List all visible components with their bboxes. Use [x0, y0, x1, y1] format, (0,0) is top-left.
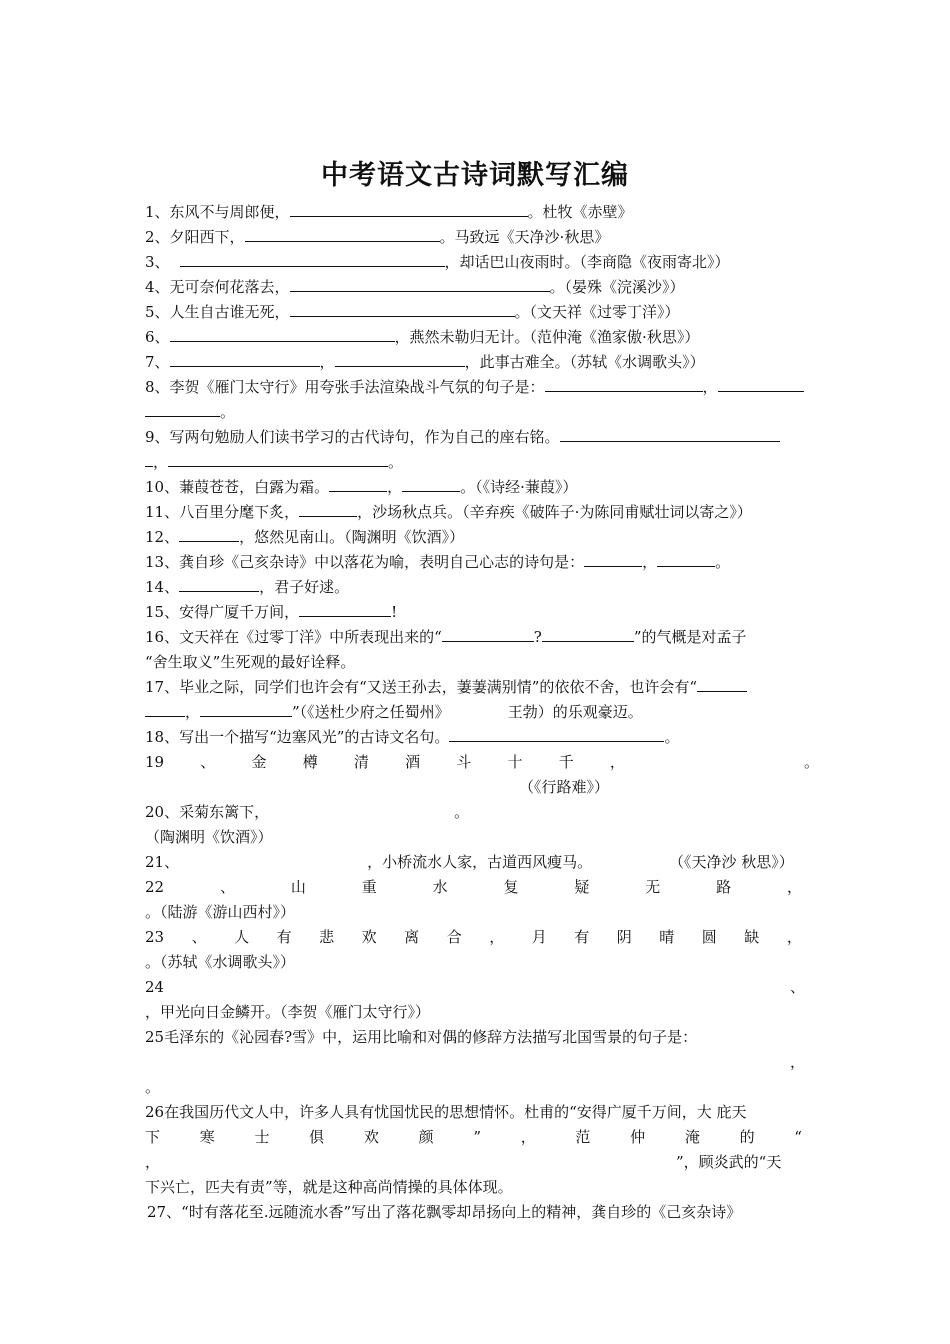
question-11: 11、八百里分麾下炙， ，沙场秋点兵。（辛弃疾《破阵子·为陈同甫赋壮词以寄之》） [145, 503, 752, 521]
page-title: 中考语文古诗词默写汇编 [321, 160, 629, 191]
blank[interactable] [442, 626, 534, 642]
blank[interactable] [299, 501, 357, 517]
question-26-line4: 下兴亡，匹夫有责”等，就是这种高尚情操的具体体现。 [145, 1178, 513, 1196]
question-24-comma: 、 [790, 978, 806, 996]
blank[interactable] [170, 326, 395, 342]
question-1: 1、东风不与周郎便， 。杜牧《赤壁》 [145, 203, 633, 221]
question-9-cont: ， 。 [145, 450, 810, 474]
question-18: 18、写出一个描写“边塞风光”的古诗文名句。 。 [145, 728, 680, 746]
blank[interactable] [718, 376, 804, 392]
question-23: 23 、 人 有 悲 欢 离 合 ， 月 有 阴 晴 圆 缺 ， [145, 928, 802, 946]
question-25-comma: ， [790, 1053, 806, 1071]
blank[interactable] [560, 426, 780, 442]
question-19: 19 、 金 樽 清 酒 斗 十 千 ， [145, 753, 625, 771]
question-12: 12、 ，悠然见南山。（陶渊明《饮酒》） [145, 528, 465, 546]
blank[interactable] [290, 301, 515, 317]
blank[interactable] [542, 626, 634, 642]
question-26: 26在我国历代文人中，许多人具有忧国忧民的思想情怀。杜甫的“安得广厦千万间，大 庇天 [145, 1103, 747, 1121]
blank[interactable] [145, 451, 153, 467]
question-7: 7、 ， ，此事古难全。（苏轼《水调歌头》） [145, 353, 705, 371]
blank[interactable] [329, 476, 387, 492]
blank[interactable] [179, 576, 259, 592]
question-2: 2、夕阳西下， 。马致远《天净沙·秋思》 [145, 228, 610, 246]
question-21: 21、 ，小桥流水人家，古道西风瘦马。 [145, 853, 593, 871]
blank[interactable] [170, 351, 320, 367]
question-23-source: 。（苏轼《水调歌头》） [145, 953, 296, 971]
question-27: 27、“时有落花至.远随流水香”写出了落花飘零却昂扬向上的精神，龚自珍的《己亥杂诗》 [147, 1203, 742, 1221]
blank[interactable] [245, 226, 440, 242]
question-6: 6、 ，燕然未勒归无计。（范仲淹《渔家傲·秋思》） [145, 328, 700, 346]
question-22: 22 、 山 重 水 复 疑 无 路 ， [145, 878, 802, 896]
blank[interactable] [335, 351, 465, 367]
blank[interactable] [168, 451, 388, 467]
question-26-line2: 下 寒 士 俱 欢 颜 ” ， 范 仲 淹 的 “ [145, 1128, 802, 1146]
question-8: 8、李贺《雁门太守行》用夸张手法渲染战斗气氛的句子是： ， [145, 375, 810, 399]
blank[interactable] [545, 376, 703, 392]
question-25: 25毛泽东的《沁园春?雪》中，运用比喻和对偶的修辞方法描写北国雪景的句子是： [145, 1028, 698, 1046]
question-24-cont: ，甲光向日金鳞开。（李贺《雁门太守行》） [145, 1003, 431, 1021]
question-10: 10、蒹葭苍苍，白露为霜。 ， 。（《诗经·蒹葭》） [145, 478, 578, 496]
blank[interactable] [697, 676, 747, 692]
question-20-source: （陶渊明《饮酒》） [145, 828, 273, 846]
blank[interactable] [200, 701, 292, 717]
blank[interactable] [290, 276, 550, 292]
question-14: 14、 ，君子好逑。 [145, 578, 350, 596]
question-26-line3-end: ”，顾炎武的“天 [676, 1153, 782, 1171]
question-25-end: 。 [145, 1078, 161, 1096]
question-5: 5、人生自古谁无死， 。（文天祥《过零丁洋》） [145, 303, 680, 321]
blank[interactable] [402, 476, 460, 492]
question-17-cont: ， ”（《送杜少府之任蜀州》 王勃）的乐观豪迈。 [145, 700, 810, 724]
question-19-end: 。 [804, 753, 820, 771]
blank[interactable] [657, 551, 715, 567]
blank[interactable] [299, 601, 391, 617]
blank[interactable] [145, 401, 220, 417]
question-4: 4、无可奈何花落去， 。（晏殊《浣溪沙》） [145, 278, 685, 296]
blank[interactable] [290, 201, 528, 217]
question-26-line3: ， [145, 1153, 161, 1171]
question-21-source: （《天净沙 秋思》） [669, 853, 794, 871]
question-16-cont: “舍生取义”生死观的最好诠释。 [145, 653, 356, 671]
blank[interactable] [145, 701, 185, 717]
blank[interactable] [179, 526, 239, 542]
question-22-source: 。（陆游《游山西村》） [145, 903, 296, 921]
question-8-cont: 。 [145, 400, 810, 424]
question-20: 20、采菊东篱下， 。 [145, 803, 470, 821]
question-9: 9、写两句勉励人们读书学习的古代诗句，作为自己的座右铭。 [145, 425, 810, 449]
question-17: 17、毕业之际，同学们也许会有“又送王孙去，萋萋满别情”的依依不舍，也许会有“ [145, 675, 810, 699]
blank[interactable] [180, 251, 445, 267]
question-15: 15、安得广厦千万间， ! [145, 603, 398, 621]
blank[interactable] [584, 551, 642, 567]
blank[interactable] [449, 726, 664, 742]
question-19-source: （《行路难》） [519, 778, 610, 796]
question-3: 3、 ，却话巴山夜雨时。（李商隐《夜雨寄北》） [145, 253, 730, 271]
question-13: 13、龚自珍《己亥杂诗》中以落花为喻，表明自己心志的诗句是： ， 。 [145, 553, 731, 571]
question-16: 16、文天祥在《过零丁洋》中所表现出来的“ ? ”的气概是对孟子 [145, 628, 747, 646]
question-24: 24 [145, 978, 165, 996]
